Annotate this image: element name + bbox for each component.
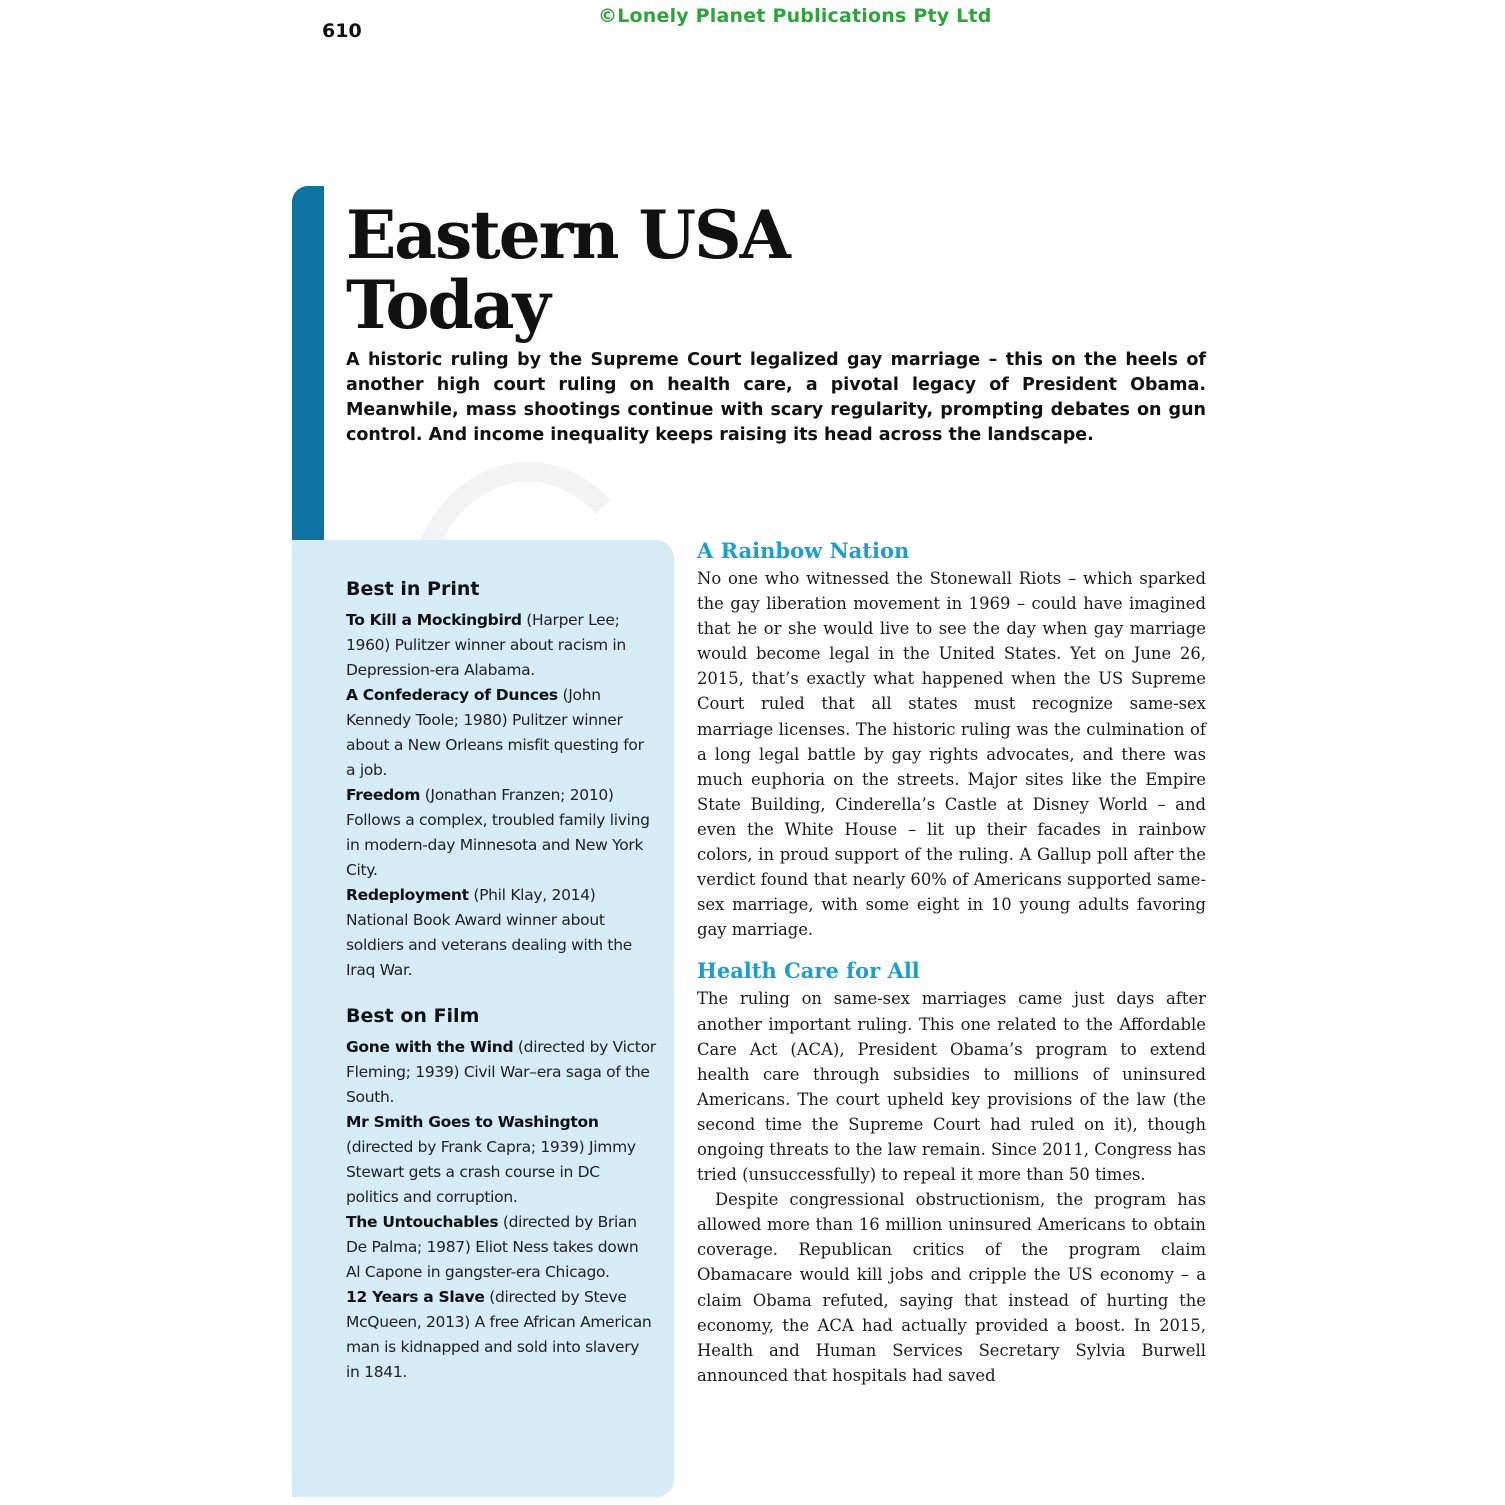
entry-title: Mr Smith Goes to Washington bbox=[346, 1113, 599, 1131]
sidebar-content bbox=[346, 574, 656, 1385]
entry-title: Redeployment bbox=[346, 886, 469, 904]
entry-title: To Kill a Mockingbird bbox=[346, 611, 522, 629]
entry-description: (Phil Klay, 2014) National Book Award winner about soldiers and veterans dealing with the Iraq War. bbox=[346, 886, 632, 979]
body-paragraph: The ruling on same-sex marriages came just days after another important ruling. This one related to the Affordable Care Act (ACA), President Obama’s program to extend health care through subsidies to millions of uninsured Americans. The court upheld key provisions of the law (the second time the Supreme Court had ruled on it), though ongoing threats to the law remain. Since 2011, Congress has tried (unsuccessfully) to repeal it more than 50 times. bbox=[697, 989, 1206, 1185]
chapter-title-line-2: Today bbox=[346, 266, 549, 344]
entry-description: (Jonathan Franzen; 2010) Follows a complex, troubled family living in modern-day Minnesota and New York City. bbox=[346, 786, 650, 879]
page-number: 610 bbox=[322, 20, 362, 42]
best-in-print-heading: Best in Print bbox=[346, 578, 480, 600]
best-on-film-heading: Best on Film bbox=[346, 1005, 480, 1027]
chapter-accent-bar bbox=[292, 186, 324, 579]
entry-title: A Confederacy of Dunces bbox=[346, 686, 558, 704]
body-paragraph: Despite congressional obstructionism, the program has allowed more than 16 million uninsured Americans to obtain coverage. Republican critics of the program claim Obamacare would kill jobs and cripple the US economy – a claim Obama refuted, saying that instead of hurting the economy, the ACA had actually provided a boost. In 2015, Health and Human Services Secretary Sylvia Burwell announced that hospitals had saved bbox=[697, 1190, 1206, 1385]
sidebar-entry bbox=[346, 608, 656, 683]
sidebar-entry bbox=[346, 1110, 656, 1210]
sidebar-entry bbox=[346, 1210, 656, 1285]
body-paragraph: No one who witnessed the Stonewall Riots – which sparked the gay liberation movement in 1969 – could have imagined that he or she would live to see the day when gay marriage would become legal in the United States. Yet on June 26, 2015, that’s exactly what happened when the US Supreme Court ruled that all states must recognize same-sex marriage licenses. The historic ruling was the culmination of a long legal battle by gay rights advocates, and there was much euphoria on the streets. Major sites like the Empire State Building, Cinderella’s Castle at Disney World – and even the White House – lit up their facades in rainbow colors, in proud support of the ruling. A Gallup poll after the verdict found that nearly 60% of Americans supported same-sex marriage, with some eight in 10 young adults favoring gay marriage. bbox=[697, 569, 1206, 940]
entry-description: (John Kennedy Toole; 1980) Pulitzer winner about a New Orleans misfit questing for a job. bbox=[346, 686, 644, 779]
sidebar-entry bbox=[346, 883, 656, 983]
chapter-intro: A historic ruling by the Supreme Court legalized gay marriage – this on the heels of another high court ruling on health care, a pivotal legacy of President Obama. Meanwhile, mass shootings continue with scary regularity, prompting debates on gun control. And income inequality keeps raising its head across the landscape. bbox=[346, 350, 1206, 445]
section-heading-health-care: Health Care for All bbox=[697, 958, 920, 984]
chapter-title-line-1: Eastern USA bbox=[346, 196, 789, 274]
entry-title: 12 Years a Slave bbox=[346, 1288, 485, 1306]
sidebar-entry bbox=[346, 683, 656, 783]
entry-description: (directed by Frank Capra; 1939) Jimmy Stewart gets a crash course in DC politics and corruption. bbox=[346, 1138, 636, 1206]
chapter-title bbox=[346, 196, 789, 344]
entry-description: (directed by Victor Fleming; 1939) Civil War–era saga of the South. bbox=[346, 1038, 656, 1106]
sidebar-entry bbox=[346, 1035, 656, 1110]
entry-description: (directed by Brian De Palma; 1987) Eliot Ness takes down Al Capone in gangster-era Chicago. bbox=[346, 1213, 639, 1281]
main-column bbox=[697, 536, 1206, 1388]
entry-description: (directed by Steve McQueen, 2013) A free African American man is kidnapped and sold into slavery in 1841. bbox=[346, 1288, 652, 1381]
entry-title: The Untouchables bbox=[346, 1213, 499, 1231]
entry-description: (Harper Lee; 1960) Pulitzer winner about racism in Depression-era Alabama. bbox=[346, 611, 626, 679]
entry-title: Gone with the Wind bbox=[346, 1038, 514, 1056]
entry-title: Freedom bbox=[346, 786, 421, 804]
copyright-notice: ©Lonely Planet Publications Pty Ltd bbox=[598, 5, 992, 27]
section-heading-rainbow-nation: A Rainbow Nation bbox=[697, 538, 910, 563]
sidebar-entry bbox=[346, 1285, 656, 1385]
sidebar-entry bbox=[346, 783, 656, 883]
